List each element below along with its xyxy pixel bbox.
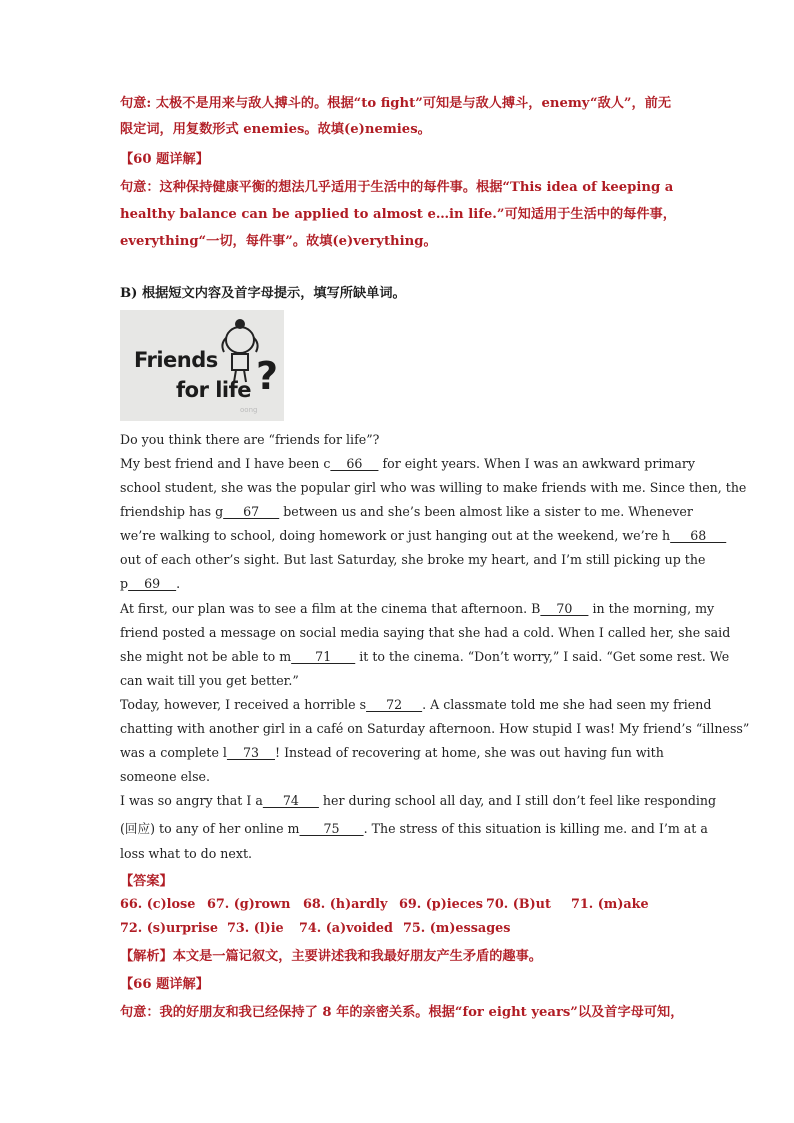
blank-67[interactable]: 67 (223, 504, 280, 519)
answer-item: 73. (l)ie (227, 921, 284, 936)
answer-row-2 (120, 921, 511, 936)
blank-68[interactable]: 68 (670, 528, 727, 543)
blank-75[interactable]: 75 (299, 821, 364, 836)
heading-60-detail: 【60 题详解】 (120, 152, 209, 167)
passage-line: I was so angry that I a 74 her during school all day, and I still don’t feel like responding (120, 793, 717, 808)
svg-text:oong: oong (240, 406, 258, 414)
blank-73[interactable]: 73 (226, 745, 275, 760)
blank-72[interactable]: 72 (366, 697, 423, 712)
blank-74[interactable]: 74 (262, 793, 319, 808)
passage-line: chatting with another girl in a café on Saturday afternoon. How stupid I was! My friend’s “illness” (120, 721, 750, 736)
explanation-66-line1: 句意：我的好朋友和我已经保持了 8 年的亲密关系。根据“for eight years”以及首字母可知， (120, 1005, 684, 1020)
explanation-60-line1: 句意：这种保持健康平衡的想法几乎适用于生活中的每件事。根据“This idea of keeping a (120, 180, 674, 195)
answer-item: 70. (B)ut (486, 897, 551, 912)
passage-line: school student, she was the popular girl who was willing to make friends with me. Since then, the (120, 480, 747, 495)
answer-item: 69. (p)ieces (399, 897, 483, 912)
passage-line: p 69 . (120, 576, 181, 591)
answer-item: 67. (g)rown (207, 897, 291, 912)
image-text-for-life: for life (176, 378, 252, 402)
heading-66-detail: 【66 题详解】 (120, 977, 209, 992)
passage-line: was a complete l 73 ! Instead of recovering at home, she was out having fun with (120, 745, 664, 760)
answer-item: 66. (c)lose (120, 897, 196, 912)
answer-row-1 (120, 897, 649, 912)
blank-71[interactable]: 71 (291, 649, 356, 664)
passage-line: can wait till you get better.” (120, 673, 299, 688)
explanation-59-line1: 句意: 太极不是用来与敌人搏斗的。根据“to fight”可知是与敌人搏斗，enemy“敌人”，前无 (120, 96, 672, 111)
passage-line: Do you think there are “friends for life”? (120, 432, 380, 447)
answer-item: 75. (m)essages (403, 921, 511, 936)
blank-66[interactable]: 66 (330, 456, 379, 471)
passage-line: My best friend and I have been c 66 for eight years. When I was an awkward primary (120, 456, 695, 471)
passage-line: someone else. (120, 769, 210, 784)
section-b-title: B) 根据短文内容及首字母提示，填写所缺单词。 (120, 286, 406, 301)
passage-line: friendship has g 67 between us and she’s been almost like a sister to me. Whenever (120, 504, 693, 519)
question-mark-icon: ? (256, 354, 279, 398)
passage-line: friend posted a message on social media saying that she had a cold. When I called her, she said (120, 625, 731, 640)
image-text-friends: Friends (134, 348, 218, 372)
answer-item: 72. (s)urprise (120, 921, 218, 936)
passage-line: At first, our plan was to see a film at the cinema that afternoon. B 70 in the morning, my (120, 601, 715, 616)
answer-heading: 【答案】 (120, 874, 173, 889)
passage-line: we’re walking to school, doing homework or just hanging out at the weekend, we’re h 68 (120, 528, 727, 543)
blank-69[interactable]: 69 (128, 576, 177, 591)
passage-line: she might not be able to m 71 it to the cinema. “Don’t worry,” I said. “Get some rest. We (120, 649, 730, 664)
blank-70[interactable]: 70 (540, 601, 589, 616)
explanation-60-line2: healthy balance can be applied to almost e…in life.”可知适用于生活中的每件事， (120, 207, 676, 222)
answer-item: 71. (m)ake (571, 897, 649, 912)
analysis-summary: 【解析】本文是一篇记叙文，主要讲述我和我最好朋友产生矛盾的趣事。 (120, 949, 542, 964)
passage-line: Today, however, I received a horrible s 72 . A classmate told me she had seen my friend (120, 697, 712, 712)
passage-line: (回应) to any of her online m 75 . The stress of this situation is killing me. and I’m at a (120, 821, 708, 836)
explanation-59-line2: 限定词，用复数形式 enemies。故填(e)nemies。 (120, 122, 431, 137)
explanation-60-line3: everything“一切，每件事”。故填(e)verything。 (120, 234, 437, 249)
passage-line: loss what to do next. (120, 846, 253, 861)
passage-line: out of each other’s sight. But last Saturday, she broke my heart, and I’m still picking up the (120, 552, 706, 567)
answer-item: 74. (a)voided (299, 921, 393, 936)
friends-for-life-image (120, 304, 284, 421)
answer-item: 68. (h)ardly (303, 897, 388, 912)
